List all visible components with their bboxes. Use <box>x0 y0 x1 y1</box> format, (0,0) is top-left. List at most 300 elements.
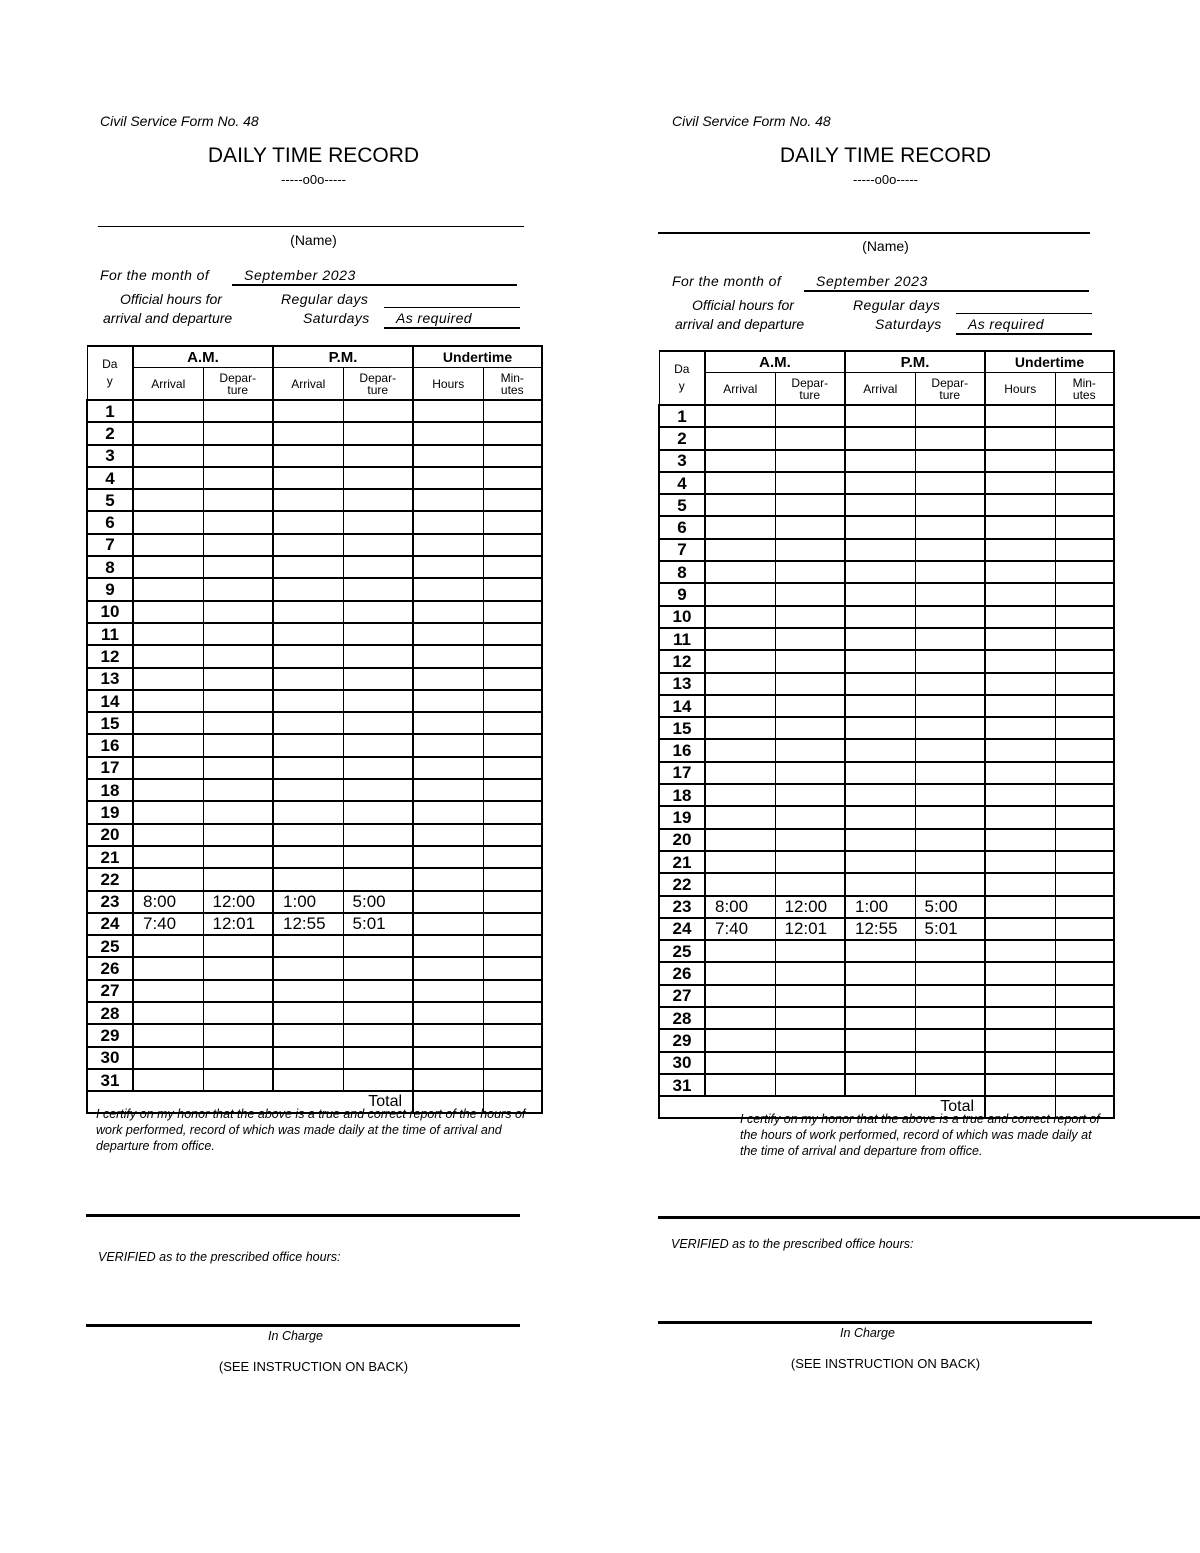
pm-arrival-cell[interactable] <box>845 650 915 672</box>
am-arrival-cell[interactable] <box>133 824 203 846</box>
am-departure-cell[interactable] <box>775 606 845 628</box>
undertime-minutes-cell[interactable] <box>1055 695 1114 717</box>
undertime-hours-cell[interactable] <box>413 957 483 979</box>
pm-departure-cell[interactable] <box>915 940 985 962</box>
undertime-minutes-cell[interactable] <box>1055 896 1114 918</box>
undertime-hours-cell[interactable] <box>413 668 483 690</box>
pm-arrival-cell[interactable] <box>845 873 915 895</box>
pm-arrival-cell[interactable] <box>845 1074 915 1096</box>
undertime-hours-cell[interactable] <box>985 762 1055 784</box>
pm-departure-cell[interactable] <box>343 1069 413 1091</box>
pm-departure-cell[interactable] <box>915 628 985 650</box>
pm-departure-cell[interactable] <box>343 824 413 846</box>
undertime-minutes-cell[interactable] <box>1055 762 1114 784</box>
am-arrival-cell[interactable] <box>705 695 775 717</box>
undertime-hours-cell[interactable] <box>413 891 483 913</box>
pm-arrival-cell[interactable] <box>845 695 915 717</box>
am-arrival-cell[interactable] <box>133 712 203 734</box>
undertime-minutes-cell[interactable] <box>1055 940 1114 962</box>
undertime-minutes-cell[interactable] <box>483 511 542 533</box>
am-arrival-cell[interactable] <box>133 422 203 444</box>
am-departure-cell[interactable]: 12:00 <box>203 891 273 913</box>
pm-departure-cell[interactable] <box>343 601 413 623</box>
pm-departure-cell[interactable] <box>343 734 413 756</box>
am-arrival-cell[interactable] <box>133 578 203 600</box>
pm-arrival-cell[interactable] <box>273 534 343 556</box>
pm-departure-cell[interactable]: 5:01 <box>915 918 985 940</box>
undertime-minutes-cell[interactable] <box>1055 1007 1114 1029</box>
saturdays-field[interactable]: As required <box>384 310 520 329</box>
undertime-hours-cell[interactable] <box>985 583 1055 605</box>
am-arrival-cell[interactable] <box>133 511 203 533</box>
am-departure-cell[interactable] <box>203 668 273 690</box>
pm-departure-cell[interactable] <box>343 422 413 444</box>
pm-departure-cell[interactable] <box>343 1047 413 1069</box>
am-departure-cell[interactable] <box>203 824 273 846</box>
undertime-hours-cell[interactable] <box>985 985 1055 1007</box>
undertime-hours-cell[interactable] <box>413 400 483 422</box>
undertime-minutes-cell[interactable] <box>483 645 542 667</box>
regular-days-field[interactable] <box>384 307 520 308</box>
in-charge-signature-line[interactable] <box>86 1324 520 1327</box>
undertime-minutes-cell[interactable] <box>483 556 542 578</box>
undertime-hours-cell[interactable] <box>413 846 483 868</box>
undertime-hours-cell[interactable] <box>985 717 1055 739</box>
pm-departure-cell[interactable] <box>343 645 413 667</box>
undertime-hours-cell[interactable] <box>985 1074 1055 1096</box>
am-arrival-cell[interactable] <box>705 405 775 427</box>
am-departure-cell[interactable] <box>775 628 845 650</box>
pm-arrival-cell[interactable] <box>845 739 915 761</box>
undertime-minutes-cell[interactable] <box>1055 806 1114 828</box>
undertime-minutes-cell[interactable] <box>483 623 542 645</box>
undertime-minutes-cell[interactable] <box>1055 539 1114 561</box>
pm-arrival-cell[interactable] <box>273 1002 343 1024</box>
pm-arrival-cell[interactable] <box>845 940 915 962</box>
pm-departure-cell[interactable] <box>915 717 985 739</box>
undertime-hours-cell[interactable] <box>985 606 1055 628</box>
pm-arrival-cell[interactable] <box>273 489 343 511</box>
pm-arrival-cell[interactable] <box>845 494 915 516</box>
month-field[interactable]: September 2023 <box>804 273 1089 292</box>
undertime-hours-cell[interactable] <box>413 578 483 600</box>
undertime-minutes-cell[interactable] <box>483 913 542 935</box>
undertime-minutes-cell[interactable] <box>483 980 542 1002</box>
pm-arrival-cell[interactable] <box>845 762 915 784</box>
pm-arrival-cell[interactable] <box>273 422 343 444</box>
am-arrival-cell[interactable] <box>705 784 775 806</box>
am-departure-cell[interactable] <box>775 962 845 984</box>
pm-departure-cell[interactable] <box>915 695 985 717</box>
am-arrival-cell[interactable] <box>133 601 203 623</box>
pm-departure-cell[interactable] <box>343 445 413 467</box>
am-departure-cell[interactable] <box>775 784 845 806</box>
am-departure-cell[interactable] <box>775 806 845 828</box>
pm-departure-cell[interactable] <box>915 516 985 538</box>
am-arrival-cell[interactable] <box>133 757 203 779</box>
am-arrival-cell[interactable] <box>133 868 203 890</box>
pm-arrival-cell[interactable] <box>273 467 343 489</box>
undertime-minutes-cell[interactable] <box>1055 985 1114 1007</box>
pm-departure-cell[interactable] <box>343 957 413 979</box>
am-departure-cell[interactable] <box>203 601 273 623</box>
am-arrival-cell[interactable] <box>133 645 203 667</box>
am-departure-cell[interactable] <box>775 673 845 695</box>
pm-departure-cell[interactable] <box>915 829 985 851</box>
undertime-minutes-cell[interactable] <box>1055 739 1114 761</box>
am-departure-cell[interactable] <box>775 516 845 538</box>
undertime-hours-cell[interactable] <box>985 516 1055 538</box>
am-arrival-cell[interactable] <box>705 739 775 761</box>
undertime-hours-cell[interactable] <box>985 1052 1055 1074</box>
pm-departure-cell[interactable] <box>915 962 985 984</box>
am-departure-cell[interactable] <box>775 1029 845 1051</box>
pm-arrival-cell[interactable] <box>845 962 915 984</box>
pm-arrival-cell[interactable] <box>845 1052 915 1074</box>
am-arrival-cell[interactable] <box>705 940 775 962</box>
undertime-minutes-cell[interactable] <box>483 601 542 623</box>
am-departure-cell[interactable] <box>775 1007 845 1029</box>
undertime-minutes-cell[interactable] <box>1055 717 1114 739</box>
am-arrival-cell[interactable]: 8:00 <box>705 896 775 918</box>
undertime-hours-cell[interactable] <box>985 940 1055 962</box>
am-departure-cell[interactable] <box>203 1024 273 1046</box>
am-departure-cell[interactable] <box>775 450 845 472</box>
undertime-minutes-cell[interactable] <box>1055 650 1114 672</box>
am-arrival-cell[interactable] <box>133 1069 203 1091</box>
pm-arrival-cell[interactable] <box>845 784 915 806</box>
pm-departure-cell[interactable] <box>343 846 413 868</box>
pm-arrival-cell[interactable] <box>845 450 915 472</box>
pm-arrival-cell[interactable] <box>845 829 915 851</box>
pm-arrival-cell[interactable] <box>273 757 343 779</box>
pm-arrival-cell[interactable] <box>845 405 915 427</box>
am-departure-cell[interactable] <box>203 1002 273 1024</box>
am-arrival-cell[interactable] <box>705 873 775 895</box>
am-arrival-cell[interactable] <box>705 762 775 784</box>
undertime-minutes-cell[interactable] <box>483 734 542 756</box>
am-arrival-cell[interactable] <box>705 450 775 472</box>
undertime-hours-cell[interactable] <box>985 784 1055 806</box>
am-arrival-cell[interactable] <box>133 668 203 690</box>
pm-departure-cell[interactable] <box>915 806 985 828</box>
pm-arrival-cell[interactable] <box>845 717 915 739</box>
am-arrival-cell[interactable] <box>133 1024 203 1046</box>
pm-departure-cell[interactable]: 5:00 <box>343 891 413 913</box>
undertime-hours-cell[interactable] <box>413 868 483 890</box>
am-arrival-cell[interactable] <box>133 734 203 756</box>
am-arrival-cell[interactable] <box>133 556 203 578</box>
pm-arrival-cell[interactable] <box>273 935 343 957</box>
am-departure-cell[interactable] <box>203 846 273 868</box>
pm-arrival-cell[interactable] <box>273 645 343 667</box>
pm-departure-cell[interactable]: 5:00 <box>915 896 985 918</box>
pm-departure-cell[interactable] <box>343 801 413 823</box>
undertime-hours-cell[interactable] <box>985 494 1055 516</box>
in-charge-signature-line[interactable] <box>658 1321 1092 1324</box>
am-arrival-cell[interactable] <box>133 980 203 1002</box>
pm-departure-cell[interactable] <box>343 1002 413 1024</box>
undertime-hours-cell[interactable] <box>413 801 483 823</box>
undertime-hours-cell[interactable] <box>413 757 483 779</box>
saturdays-field[interactable]: As required <box>956 316 1092 335</box>
am-departure-cell[interactable] <box>203 556 273 578</box>
pm-arrival-cell[interactable] <box>273 400 343 422</box>
undertime-minutes-cell[interactable] <box>1055 405 1114 427</box>
am-arrival-cell[interactable] <box>133 467 203 489</box>
name-field[interactable] <box>98 226 524 227</box>
undertime-minutes-cell[interactable] <box>1055 1029 1114 1051</box>
pm-arrival-cell[interactable] <box>273 801 343 823</box>
regular-days-field[interactable] <box>956 313 1092 314</box>
undertime-minutes-cell[interactable] <box>483 957 542 979</box>
am-departure-cell[interactable] <box>775 405 845 427</box>
undertime-minutes-cell[interactable] <box>1055 606 1114 628</box>
undertime-hours-cell[interactable] <box>413 645 483 667</box>
undertime-minutes-cell[interactable] <box>483 824 542 846</box>
undertime-minutes-cell[interactable] <box>1055 516 1114 538</box>
pm-arrival-cell[interactable]: 12:55 <box>845 918 915 940</box>
pm-arrival-cell[interactable] <box>845 516 915 538</box>
pm-arrival-cell[interactable] <box>845 427 915 449</box>
am-arrival-cell[interactable] <box>705 561 775 583</box>
pm-departure-cell[interactable] <box>915 873 985 895</box>
pm-departure-cell[interactable] <box>343 489 413 511</box>
am-arrival-cell[interactable] <box>705 427 775 449</box>
am-arrival-cell[interactable]: 7:40 <box>705 918 775 940</box>
undertime-minutes-cell[interactable] <box>1055 628 1114 650</box>
am-arrival-cell[interactable] <box>705 516 775 538</box>
undertime-minutes-cell[interactable] <box>483 1002 542 1024</box>
undertime-minutes-cell[interactable] <box>1055 427 1114 449</box>
am-departure-cell[interactable] <box>775 427 845 449</box>
pm-departure-cell[interactable] <box>915 472 985 494</box>
am-arrival-cell[interactable] <box>705 1029 775 1051</box>
pm-arrival-cell[interactable] <box>845 539 915 561</box>
pm-departure-cell[interactable] <box>915 673 985 695</box>
undertime-minutes-cell[interactable] <box>483 400 542 422</box>
pm-departure-cell[interactable] <box>915 583 985 605</box>
undertime-hours-cell[interactable] <box>985 896 1055 918</box>
undertime-minutes-cell[interactable] <box>483 1047 542 1069</box>
undertime-minutes-cell[interactable] <box>483 668 542 690</box>
pm-arrival-cell[interactable] <box>273 824 343 846</box>
undertime-minutes-cell[interactable] <box>483 1069 542 1091</box>
undertime-minutes-cell[interactable] <box>483 712 542 734</box>
undertime-hours-cell[interactable] <box>985 450 1055 472</box>
undertime-minutes-cell[interactable] <box>483 891 542 913</box>
pm-departure-cell[interactable] <box>915 494 985 516</box>
undertime-hours-cell[interactable] <box>985 561 1055 583</box>
pm-arrival-cell[interactable] <box>845 851 915 873</box>
month-field[interactable]: September 2023 <box>232 267 517 286</box>
am-departure-cell[interactable] <box>203 980 273 1002</box>
am-arrival-cell[interactable] <box>133 1047 203 1069</box>
undertime-hours-cell[interactable] <box>413 422 483 444</box>
am-departure-cell[interactable]: 12:01 <box>775 918 845 940</box>
am-departure-cell[interactable] <box>775 539 845 561</box>
undertime-minutes-cell[interactable] <box>1055 918 1114 940</box>
am-departure-cell[interactable] <box>775 1074 845 1096</box>
undertime-hours-cell[interactable] <box>413 556 483 578</box>
pm-departure-cell[interactable] <box>343 779 413 801</box>
undertime-minutes-cell[interactable] <box>1055 673 1114 695</box>
pm-departure-cell[interactable] <box>915 1007 985 1029</box>
am-departure-cell[interactable] <box>203 935 273 957</box>
pm-arrival-cell[interactable] <box>845 606 915 628</box>
undertime-minutes-cell[interactable] <box>1055 450 1114 472</box>
undertime-minutes-cell[interactable] <box>483 690 542 712</box>
pm-departure-cell[interactable] <box>915 739 985 761</box>
am-departure-cell[interactable] <box>203 757 273 779</box>
am-arrival-cell[interactable] <box>705 1007 775 1029</box>
am-departure-cell[interactable] <box>203 957 273 979</box>
pm-departure-cell[interactable]: 5:01 <box>343 913 413 935</box>
am-arrival-cell[interactable] <box>705 717 775 739</box>
pm-departure-cell[interactable] <box>915 539 985 561</box>
pm-departure-cell[interactable] <box>915 1029 985 1051</box>
undertime-minutes-cell[interactable] <box>1055 561 1114 583</box>
am-arrival-cell[interactable] <box>133 801 203 823</box>
undertime-hours-cell[interactable] <box>413 690 483 712</box>
undertime-minutes-cell[interactable] <box>483 534 542 556</box>
am-arrival-cell[interactable] <box>705 494 775 516</box>
am-arrival-cell[interactable] <box>705 583 775 605</box>
pm-departure-cell[interactable] <box>343 578 413 600</box>
pm-departure-cell[interactable] <box>343 868 413 890</box>
undertime-hours-cell[interactable] <box>985 427 1055 449</box>
am-departure-cell[interactable] <box>203 445 273 467</box>
pm-arrival-cell[interactable] <box>845 472 915 494</box>
undertime-hours-cell[interactable] <box>413 511 483 533</box>
am-arrival-cell[interactable] <box>133 690 203 712</box>
am-arrival-cell[interactable] <box>705 539 775 561</box>
am-departure-cell[interactable] <box>203 712 273 734</box>
pm-departure-cell[interactable] <box>343 1024 413 1046</box>
am-arrival-cell[interactable] <box>705 628 775 650</box>
am-arrival-cell[interactable] <box>133 1002 203 1024</box>
pm-departure-cell[interactable] <box>915 561 985 583</box>
am-arrival-cell[interactable] <box>133 534 203 556</box>
undertime-minutes-cell[interactable] <box>483 489 542 511</box>
undertime-hours-cell[interactable] <box>985 806 1055 828</box>
undertime-minutes-cell[interactable] <box>483 846 542 868</box>
pm-departure-cell[interactable] <box>915 405 985 427</box>
am-arrival-cell[interactable] <box>705 962 775 984</box>
undertime-minutes-cell[interactable] <box>1055 1074 1114 1096</box>
undertime-hours-cell[interactable] <box>985 405 1055 427</box>
undertime-hours-cell[interactable] <box>413 913 483 935</box>
am-departure-cell[interactable] <box>775 583 845 605</box>
am-departure-cell[interactable] <box>203 645 273 667</box>
undertime-hours-cell[interactable] <box>413 980 483 1002</box>
pm-arrival-cell[interactable] <box>845 561 915 583</box>
pm-departure-cell[interactable] <box>915 427 985 449</box>
undertime-hours-cell[interactable] <box>985 918 1055 940</box>
undertime-hours-cell[interactable] <box>413 712 483 734</box>
pm-departure-cell[interactable] <box>343 534 413 556</box>
undertime-hours-cell[interactable] <box>985 873 1055 895</box>
am-departure-cell[interactable]: 12:00 <box>775 896 845 918</box>
undertime-minutes-cell[interactable] <box>483 1024 542 1046</box>
pm-arrival-cell[interactable] <box>273 668 343 690</box>
am-departure-cell[interactable] <box>775 739 845 761</box>
am-arrival-cell[interactable] <box>133 935 203 957</box>
undertime-minutes-cell[interactable] <box>1055 494 1114 516</box>
pm-departure-cell[interactable] <box>343 556 413 578</box>
pm-departure-cell[interactable] <box>343 511 413 533</box>
pm-arrival-cell[interactable] <box>273 556 343 578</box>
undertime-hours-cell[interactable] <box>985 962 1055 984</box>
am-departure-cell[interactable] <box>775 494 845 516</box>
undertime-minutes-cell[interactable] <box>1055 583 1114 605</box>
am-arrival-cell[interactable] <box>133 846 203 868</box>
am-departure-cell[interactable] <box>203 578 273 600</box>
pm-arrival-cell[interactable] <box>273 1069 343 1091</box>
am-departure-cell[interactable] <box>203 690 273 712</box>
am-departure-cell[interactable] <box>775 985 845 1007</box>
am-arrival-cell[interactable] <box>133 400 203 422</box>
employee-signature-line[interactable] <box>658 1216 1200 1219</box>
am-arrival-cell[interactable] <box>705 673 775 695</box>
am-arrival-cell[interactable] <box>705 851 775 873</box>
undertime-hours-cell[interactable] <box>985 695 1055 717</box>
am-departure-cell[interactable] <box>203 868 273 890</box>
am-departure-cell[interactable] <box>203 400 273 422</box>
undertime-hours-cell[interactable] <box>413 623 483 645</box>
undertime-minutes-cell[interactable] <box>1055 784 1114 806</box>
am-departure-cell[interactable] <box>775 873 845 895</box>
am-departure-cell[interactable] <box>775 829 845 851</box>
undertime-hours-cell[interactable] <box>413 734 483 756</box>
pm-arrival-cell[interactable] <box>273 734 343 756</box>
am-arrival-cell[interactable] <box>705 1074 775 1096</box>
undertime-minutes-cell[interactable] <box>483 757 542 779</box>
pm-arrival-cell[interactable] <box>273 511 343 533</box>
pm-departure-cell[interactable] <box>915 985 985 1007</box>
pm-departure-cell[interactable] <box>915 851 985 873</box>
am-departure-cell[interactable] <box>775 851 845 873</box>
am-arrival-cell[interactable] <box>705 806 775 828</box>
undertime-minutes-cell[interactable] <box>483 801 542 823</box>
pm-arrival-cell[interactable] <box>273 601 343 623</box>
undertime-minutes-cell[interactable] <box>1055 873 1114 895</box>
am-departure-cell[interactable] <box>203 734 273 756</box>
am-departure-cell[interactable] <box>203 422 273 444</box>
undertime-minutes-cell[interactable] <box>483 422 542 444</box>
undertime-hours-cell[interactable] <box>985 829 1055 851</box>
pm-departure-cell[interactable] <box>915 450 985 472</box>
pm-arrival-cell[interactable] <box>845 628 915 650</box>
pm-arrival-cell[interactable]: 1:00 <box>273 891 343 913</box>
pm-departure-cell[interactable] <box>343 400 413 422</box>
pm-arrival-cell[interactable] <box>273 846 343 868</box>
pm-arrival-cell[interactable] <box>273 980 343 1002</box>
am-departure-cell[interactable] <box>775 650 845 672</box>
am-departure-cell[interactable] <box>775 695 845 717</box>
pm-arrival-cell[interactable] <box>845 806 915 828</box>
undertime-minutes-cell[interactable] <box>1055 962 1114 984</box>
undertime-hours-cell[interactable] <box>413 445 483 467</box>
undertime-minutes-cell[interactable] <box>483 445 542 467</box>
undertime-minutes-cell[interactable] <box>483 467 542 489</box>
pm-departure-cell[interactable] <box>915 650 985 672</box>
am-arrival-cell[interactable] <box>133 445 203 467</box>
pm-arrival-cell[interactable] <box>845 1007 915 1029</box>
undertime-hours-cell[interactable] <box>413 1002 483 1024</box>
pm-departure-cell[interactable] <box>915 1074 985 1096</box>
am-departure-cell[interactable] <box>203 467 273 489</box>
